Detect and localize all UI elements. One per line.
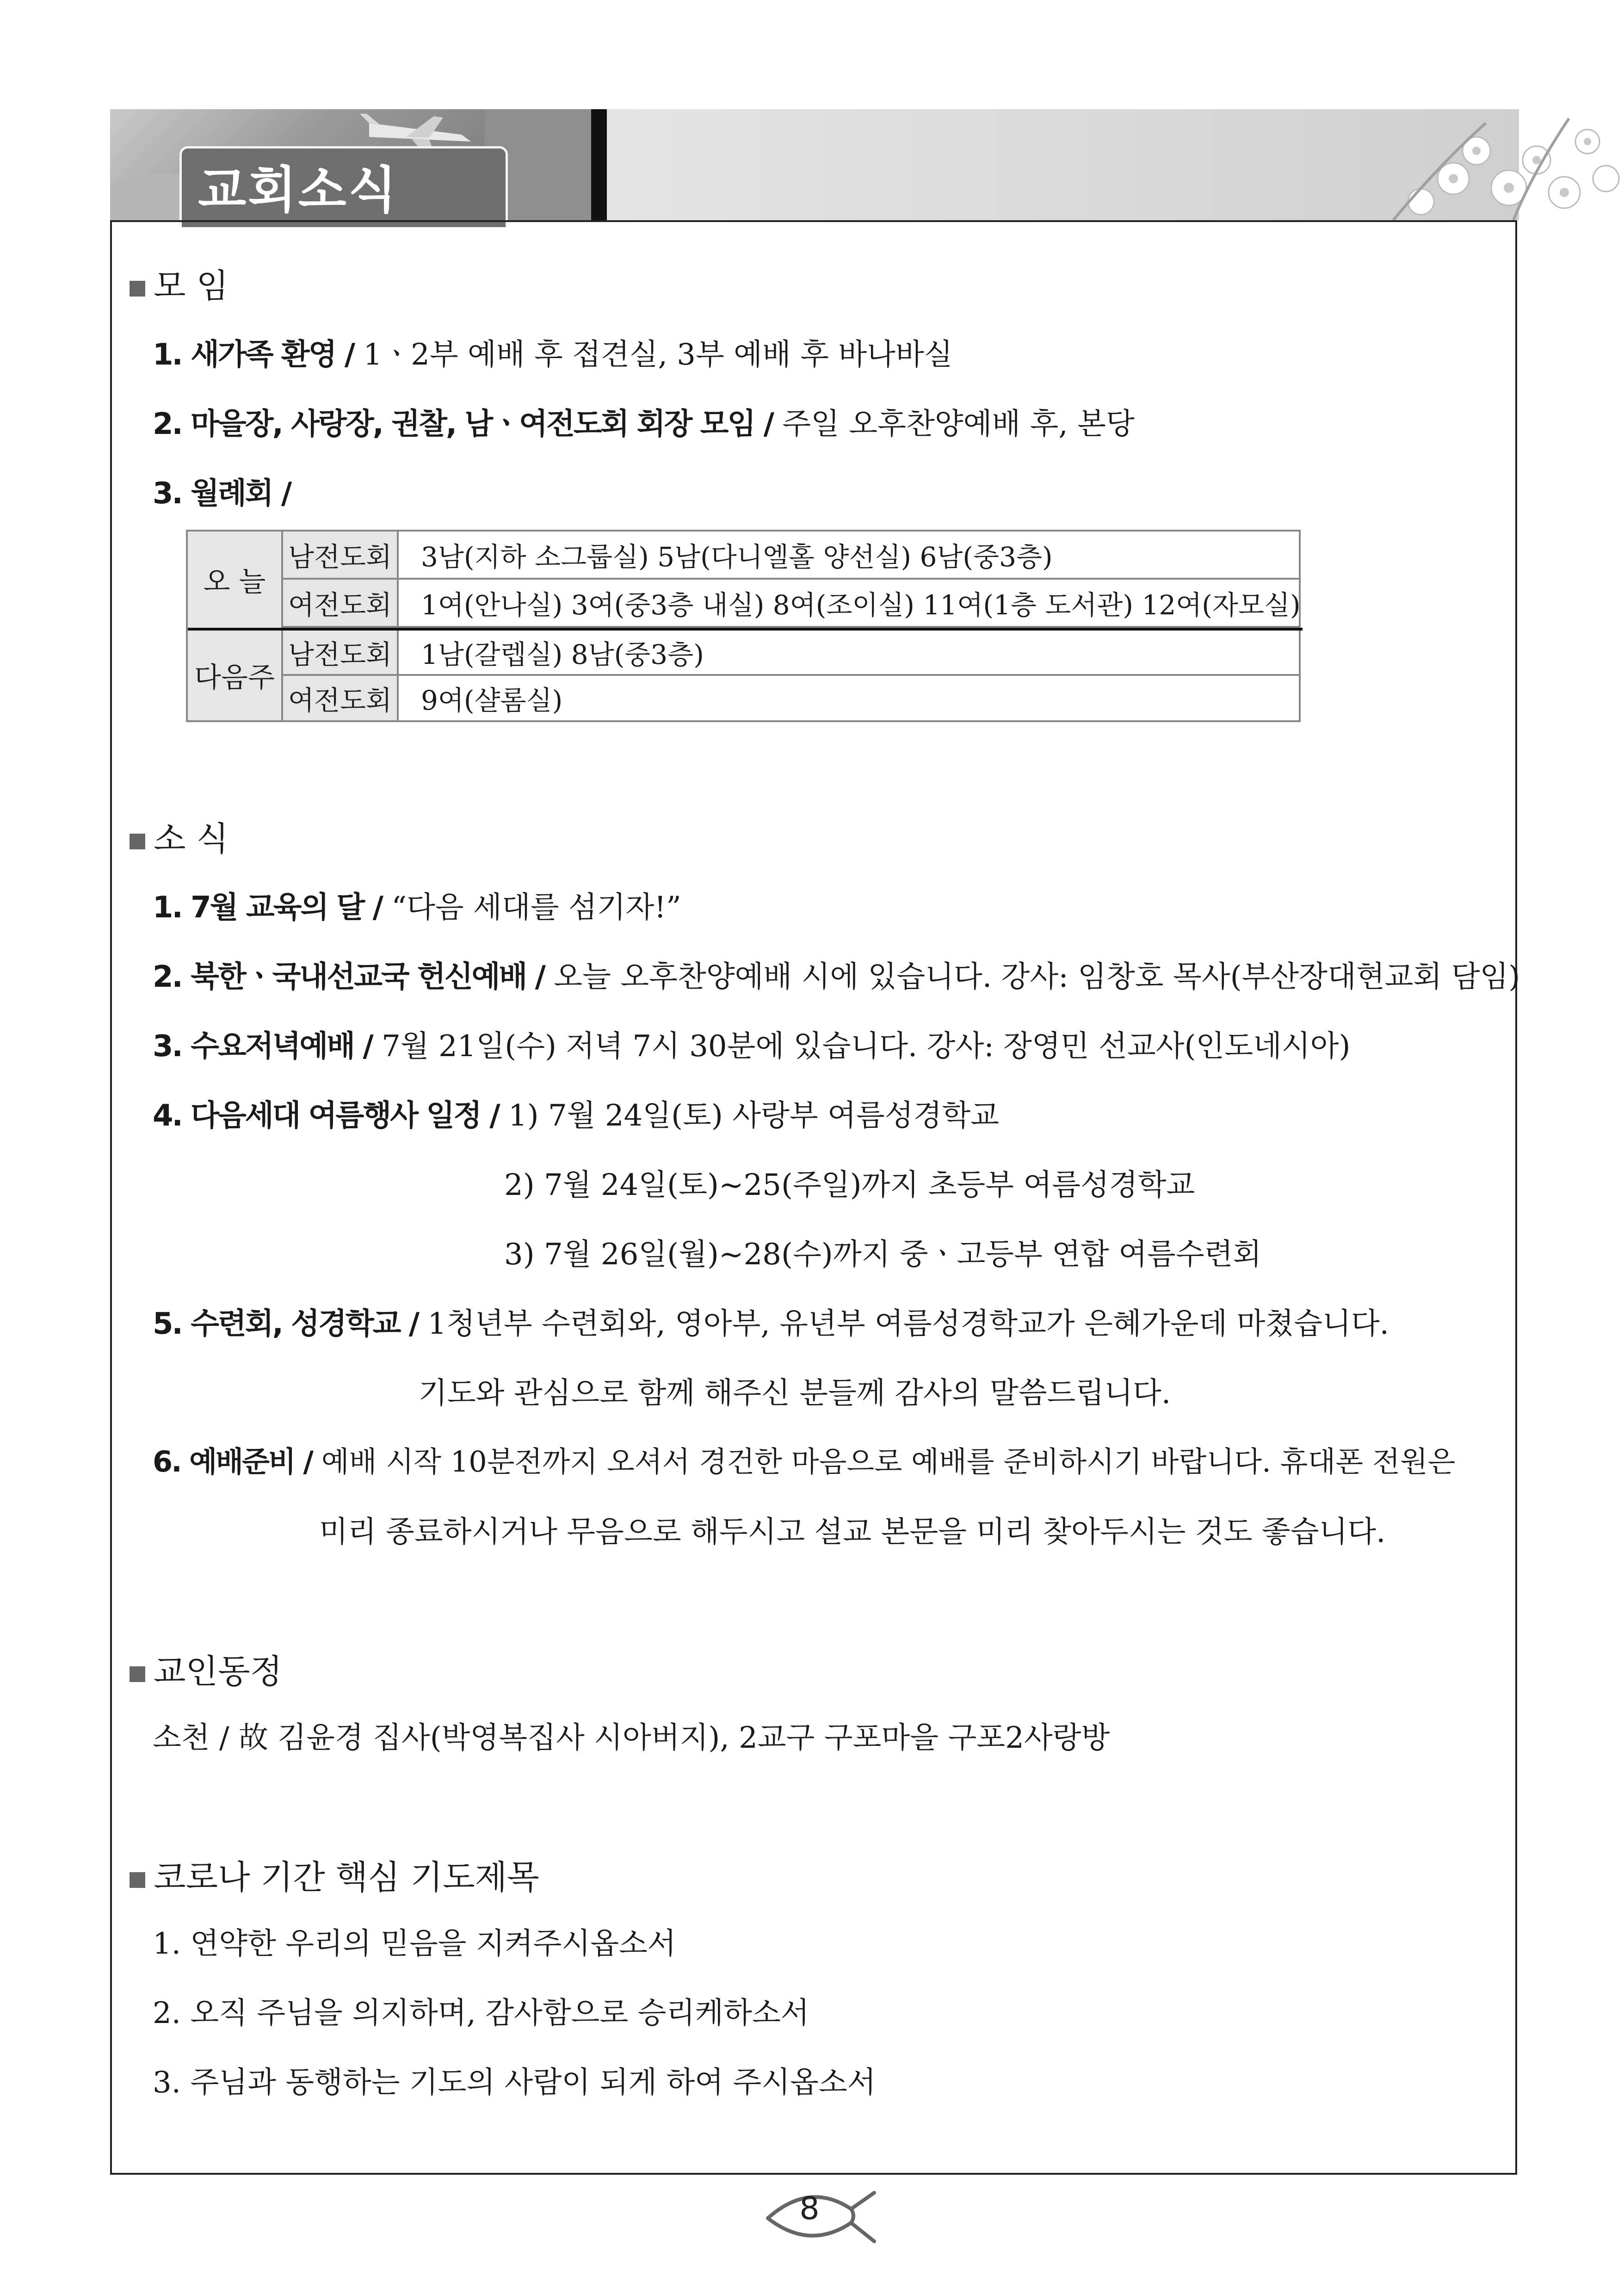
news-item-6: 6. 예배준비 / 예배 시작 10분전까지 오셔서 경건한 마음으로 예배를 준비하시기 바랍니다. 휴대폰 전원은 xyxy=(153,1445,1456,1478)
table-value-cell: 9여(샬롬실) xyxy=(421,685,563,716)
news-item-2: 2. 북한ㆍ국내선교국 헌신예배 / 오늘 오후찬양예배 시에 있습니다. 강사: 임창호 목사(부산장대현교회 담임) xyxy=(153,960,1520,994)
meeting-item-1: 1. 새가족 환영 / 1ㆍ2부 예배 후 접견실, 3부 예배 후 바나바실 xyxy=(153,338,953,372)
table-type-cell: 남전도회 xyxy=(283,532,399,580)
news-item-5: 5. 수련회, 성경학교 / 1청년부 수련회와, 영아부, 유년부 여름성경학교가 은혜가운데 마쳤습니다. xyxy=(153,1307,1389,1341)
news-item-5-line-2: 기도와 관심으로 함께 해주신 분들께 감사의 말씀드립니다. xyxy=(419,1376,1171,1410)
monthly-meeting-table xyxy=(186,530,1301,722)
page-number: 8 xyxy=(799,2190,820,2227)
news-item-4-line-3: 3) 7월 26일(월)~28(수)까지 중ㆍ고등부 연합 여름수련회 xyxy=(504,1237,1262,1272)
flower-icon xyxy=(607,109,1624,220)
square-bullet-icon xyxy=(130,281,145,297)
table-value-cell: 1남(갈렙실) 8남(중3층) xyxy=(399,631,1299,676)
prayer-item: 1. 연약한 우리의 믿음을 지켜주시옵소서 xyxy=(153,1927,676,1961)
news-item-4-line-2: 2) 7월 24일(토)~25(주일)까지 초등부 여름성경학교 xyxy=(504,1168,1195,1202)
table-group-next-week: 다음주 xyxy=(188,631,283,720)
section-heading-meeting: 모 임 xyxy=(130,259,228,307)
square-bullet-icon xyxy=(130,834,145,849)
prayer-item: 3. 주님과 동행하는 기도의 사람이 되게 하여 주시옵소서 xyxy=(153,2066,876,2100)
section-heading-members: 교인동정 xyxy=(130,1645,282,1693)
square-bullet-icon xyxy=(130,1872,145,1888)
table-type-cell: 남전도회 xyxy=(283,631,399,676)
section-heading-prayer: 코로나 기간 핵심 기도제목 xyxy=(130,1850,539,1899)
table-divider xyxy=(188,628,1303,631)
table-type-cell: 여전도회 xyxy=(283,580,399,628)
news-item-6-line-2: 미리 종료하시거나 무음으로 해두시고 설교 본문을 미리 찾아두시는 것도 좋습니다. xyxy=(319,1515,1386,1549)
header-divider xyxy=(591,109,607,220)
meeting-item-2: 2. 마을장, 사랑장, 권찰, 남ㆍ여전도회 회장 모임 / 주일 오후찬양예배 후, 본당 xyxy=(153,407,1135,441)
table-value-cell: 1여(안나실) 3여(중3층 내실) 8여(조이실) 11여(1층 도서관) 12여(자모실) xyxy=(399,580,1299,628)
news-item-3: 3. 수요저녁예배 / 7월 21일(수) 저녁 7시 30분에 있습니다. 강사: 장영민 선교사(인도네시아) xyxy=(153,1029,1351,1064)
square-bullet-icon xyxy=(130,1666,145,1682)
prayer-item: 2. 오직 주님을 의지하며, 감사함으로 승리케하소서 xyxy=(153,1996,809,2030)
page-title: 교회소식 xyxy=(198,161,399,219)
meeting-item-3: 3. 월례회 / xyxy=(153,476,291,511)
news-item-4: 4. 다음세대 여름행사 일정 / 1) 7월 24일(토) 사랑부 여름성경학교 xyxy=(153,1099,999,1133)
table-group-today: 오 늘 xyxy=(188,532,283,628)
news-item-1: 1. 7월 교육의 달 / “다음 세대를 섬기자!” xyxy=(153,891,681,925)
members-news-text: 소천 / 故 김윤경 집사(박영복집사 시아버지), 2교구 구포마을 구포2사랑방 xyxy=(153,1721,1110,1755)
header-banner xyxy=(110,109,1519,220)
table-value-cell: 3남(지하 소그룹실) 5남(다니엘홀 양선실) 6남(중3층) xyxy=(399,532,1299,580)
page-footer xyxy=(759,2177,883,2255)
section-heading-news: 소 식 xyxy=(130,812,228,860)
header-flower-decoration xyxy=(607,109,1519,220)
table-type-cell: 여전도회 xyxy=(283,676,399,720)
